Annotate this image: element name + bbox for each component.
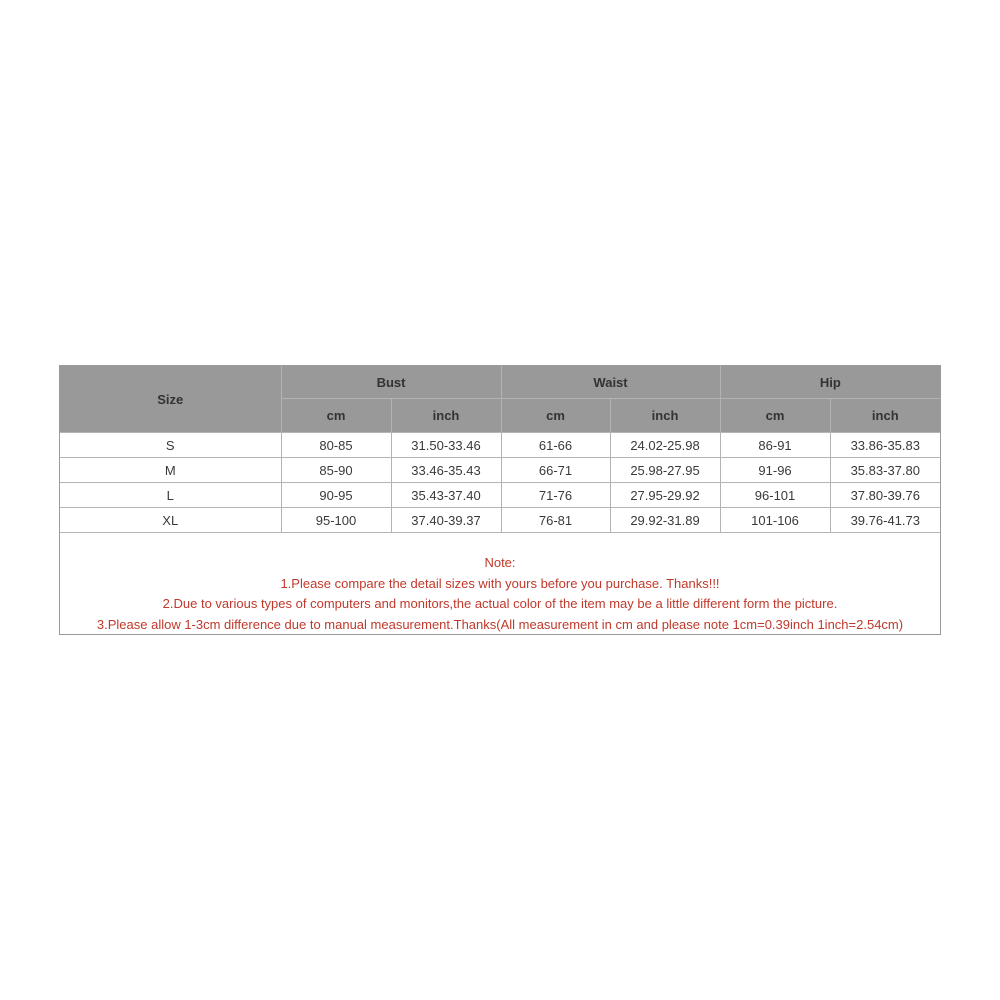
table-cell: 66-71: [501, 458, 610, 483]
table-cell: 96-101: [720, 483, 830, 508]
notes-section: [60, 553, 940, 635]
table-cell: 39.76-41.73: [830, 508, 940, 533]
table-cell: 37.80-39.76: [830, 483, 940, 508]
table-cell: 90-95: [281, 483, 391, 508]
note-line: 3.Please allow 1-3cm difference due to manual measurement.Thanks(All measurement in cm and please note 1cm=0.39inch 1inch=2.54cm): [96, 616, 904, 632]
size-cell: M: [60, 458, 281, 483]
table-cell: 95-100: [281, 508, 391, 533]
unit-header: cm: [720, 399, 830, 433]
table-cell: 37.40-39.37: [391, 508, 501, 533]
table-cell: 86-91: [720, 433, 830, 458]
bust-group-header: Bust: [281, 366, 501, 399]
note-line: 1.Please compare the detail sizes with yours before you purchase. Thanks!!!: [280, 575, 720, 591]
table-cell: 31.50-33.46: [391, 433, 501, 458]
hip-group-header: Hip: [720, 366, 940, 399]
table-row: [60, 458, 940, 483]
table-cell: 35.43-37.40: [391, 483, 501, 508]
table-cell: 25.98-27.95: [610, 458, 720, 483]
unit-header: inch: [391, 399, 501, 433]
unit-header: cm: [281, 399, 391, 433]
note-title: Note:: [484, 555, 516, 570]
table-cell: 71-76: [501, 483, 610, 508]
table-cell: 101-106: [720, 508, 830, 533]
table-cell: 33.46-35.43: [391, 458, 501, 483]
table-cell: 61-66: [501, 433, 610, 458]
size-chart: [59, 365, 941, 635]
size-table: [60, 366, 940, 533]
header-group-row: [60, 366, 940, 399]
table-cell: 80-85: [281, 433, 391, 458]
table-cell: 91-96: [720, 458, 830, 483]
size-cell: L: [60, 483, 281, 508]
unit-header: inch: [610, 399, 720, 433]
table-cell: 85-90: [281, 458, 391, 483]
table-row: [60, 483, 940, 508]
table-cell: 24.02-25.98: [610, 433, 720, 458]
table-cell: 35.83-37.80: [830, 458, 940, 483]
size-cell: S: [60, 433, 281, 458]
table-row: [60, 508, 940, 533]
unit-header: cm: [501, 399, 610, 433]
table-row: [60, 433, 940, 458]
unit-header: inch: [830, 399, 940, 433]
note-line: 2.Due to various types of computers and monitors,the actual color of the item may be a little different form the picture.: [162, 596, 838, 611]
table-cell: 29.92-31.89: [610, 508, 720, 533]
table-cell: 27.95-29.92: [610, 483, 720, 508]
size-cell: XL: [60, 508, 281, 533]
size-column-header: Size: [60, 366, 281, 433]
table-cell: 76-81: [501, 508, 610, 533]
table-cell: 33.86-35.83: [830, 433, 940, 458]
waist-group-header: Waist: [501, 366, 720, 399]
